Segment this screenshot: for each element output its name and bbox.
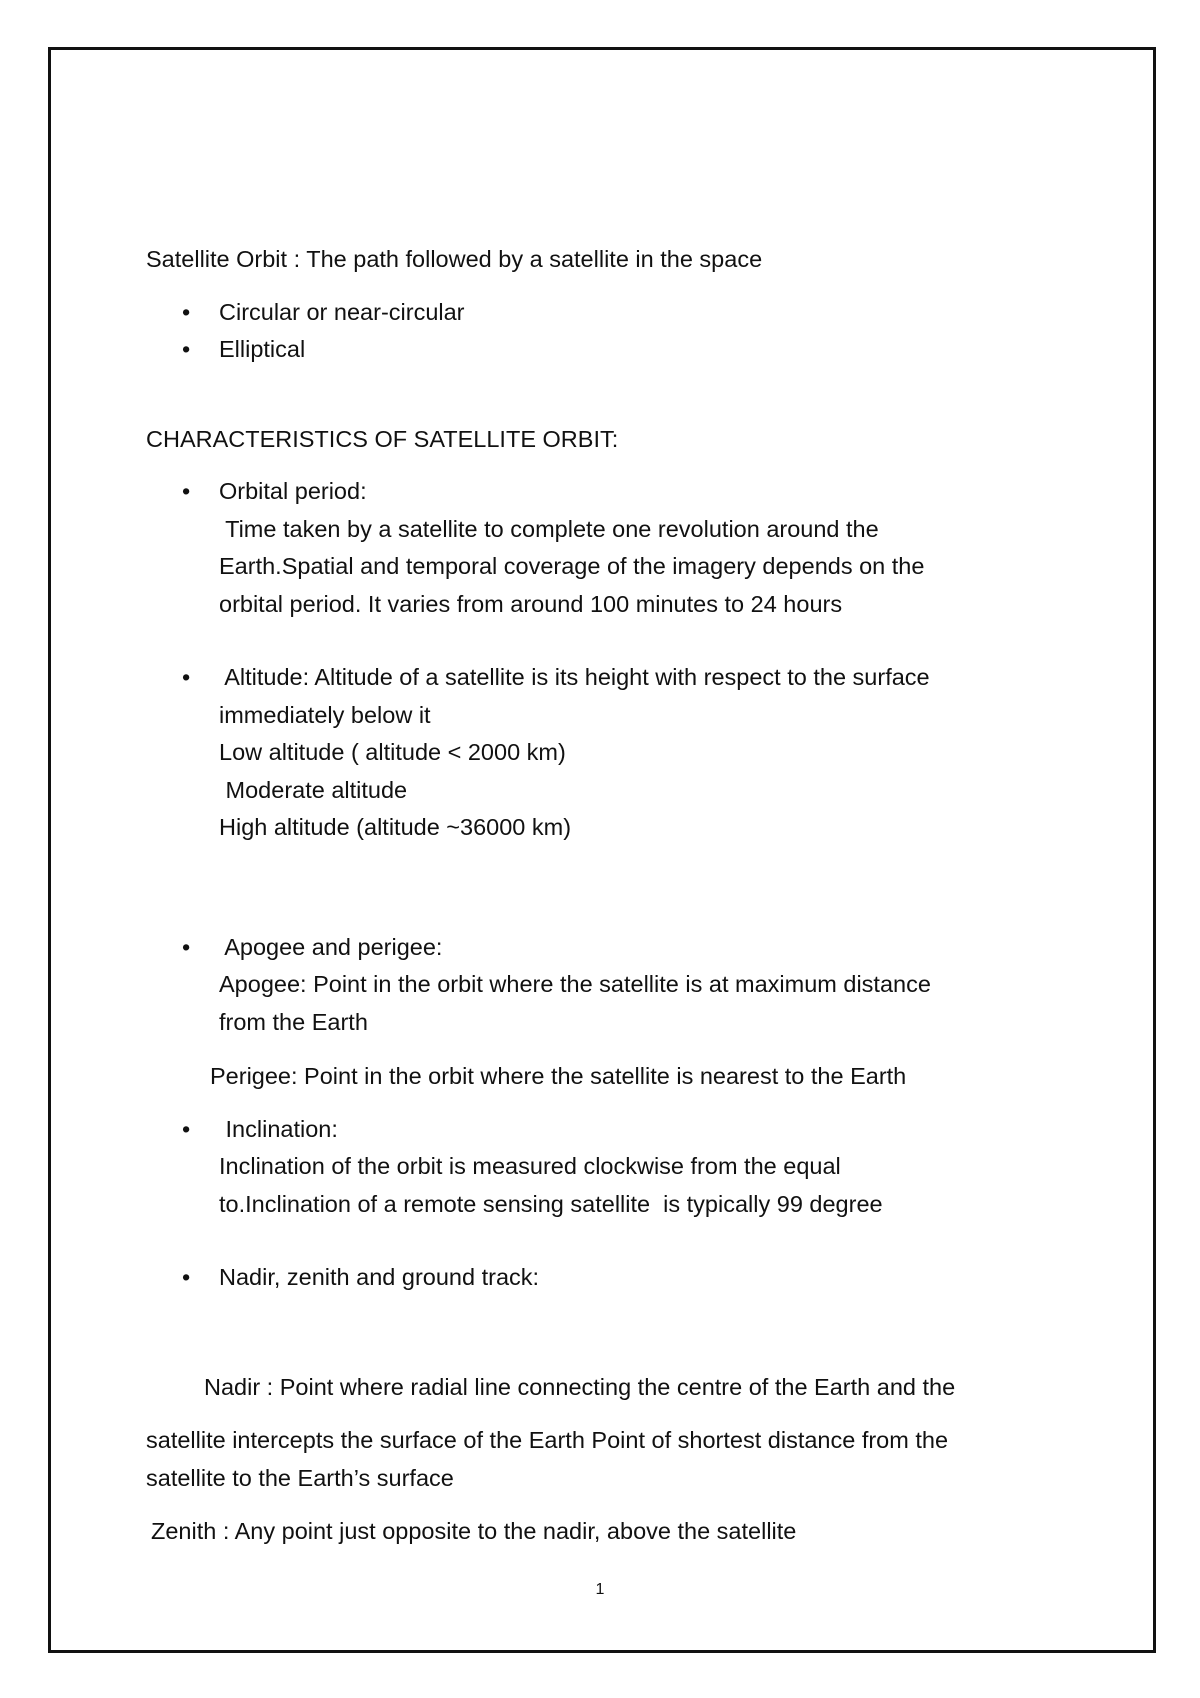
- apogee-perigee-item: [146, 929, 1076, 1042]
- text-line: Low altitude ( altitude < 2000 km): [219, 739, 566, 765]
- text-line: Inclination of the orbit is measured clockwise from the equal: [219, 1153, 841, 1179]
- document-body: [146, 241, 1076, 1551]
- text-line: High altitude (altitude ~36000 km): [219, 814, 572, 840]
- text-line: Time taken by a satellite to complete one revolution around the: [219, 515, 879, 542]
- text-line: to.Inclination of a remote sensing satellite is typically 99 degree: [219, 1190, 883, 1217]
- list-item: • Circular or near-circular: [146, 294, 1076, 332]
- nadir-definition: Nadir : Point where radial line connecting the centre of the Earth and the: [204, 1373, 956, 1400]
- text-line: Apogee: Point in the orbit where the satellite is at maximum distance: [219, 971, 931, 997]
- nadir-zenith-item: [146, 1259, 1076, 1297]
- orbital-period-item: [146, 473, 1076, 623]
- inclination-item: [146, 1111, 1076, 1224]
- text-line: • Altitude: Altitude of a satellite is its height with respect to the surface: [219, 664, 930, 690]
- document-title: Satellite Orbit : The path followed by a satellite in the space: [146, 246, 763, 272]
- section-heading: CHARACTERISTICS OF SATELLITE ORBIT:: [146, 425, 619, 452]
- nadir-definition-continued: satellite to the Earth’s surface: [146, 1464, 454, 1491]
- nadir-definition-continued: satellite intercepts the surface of the Earth Point of shortest distance from the: [146, 1427, 949, 1453]
- text-line: orbital period. It varies from around 100 minutes to 24 hours: [219, 590, 843, 617]
- orbit-types-list: [146, 294, 1076, 369]
- item-label: • Inclination:: [219, 1115, 338, 1142]
- characteristics-list: [146, 473, 1076, 1041]
- item-label: • Nadir, zenith and ground track:: [219, 1264, 540, 1290]
- characteristics-list-continued: [146, 1111, 1076, 1297]
- zenith-definition: Zenith : Any point just opposite to the nadir, above the satellite: [151, 1518, 797, 1544]
- list-item: • Elliptical: [146, 331, 1076, 369]
- item-label: • Apogee and perigee:: [219, 933, 443, 960]
- text-line: Moderate altitude: [219, 776, 408, 803]
- altitude-item: [146, 659, 1076, 847]
- text-line: Earth.Spatial and temporal coverage of the imagery depends on the: [219, 553, 925, 579]
- item-label: • Orbital period:: [219, 478, 367, 504]
- perigee-text: Perigee: Point in the orbit where the satellite is nearest to the Earth: [210, 1063, 907, 1089]
- page-number: 1: [595, 1581, 605, 1598]
- text-line: from the Earth: [219, 1008, 368, 1035]
- text-line: immediately below it: [219, 701, 431, 728]
